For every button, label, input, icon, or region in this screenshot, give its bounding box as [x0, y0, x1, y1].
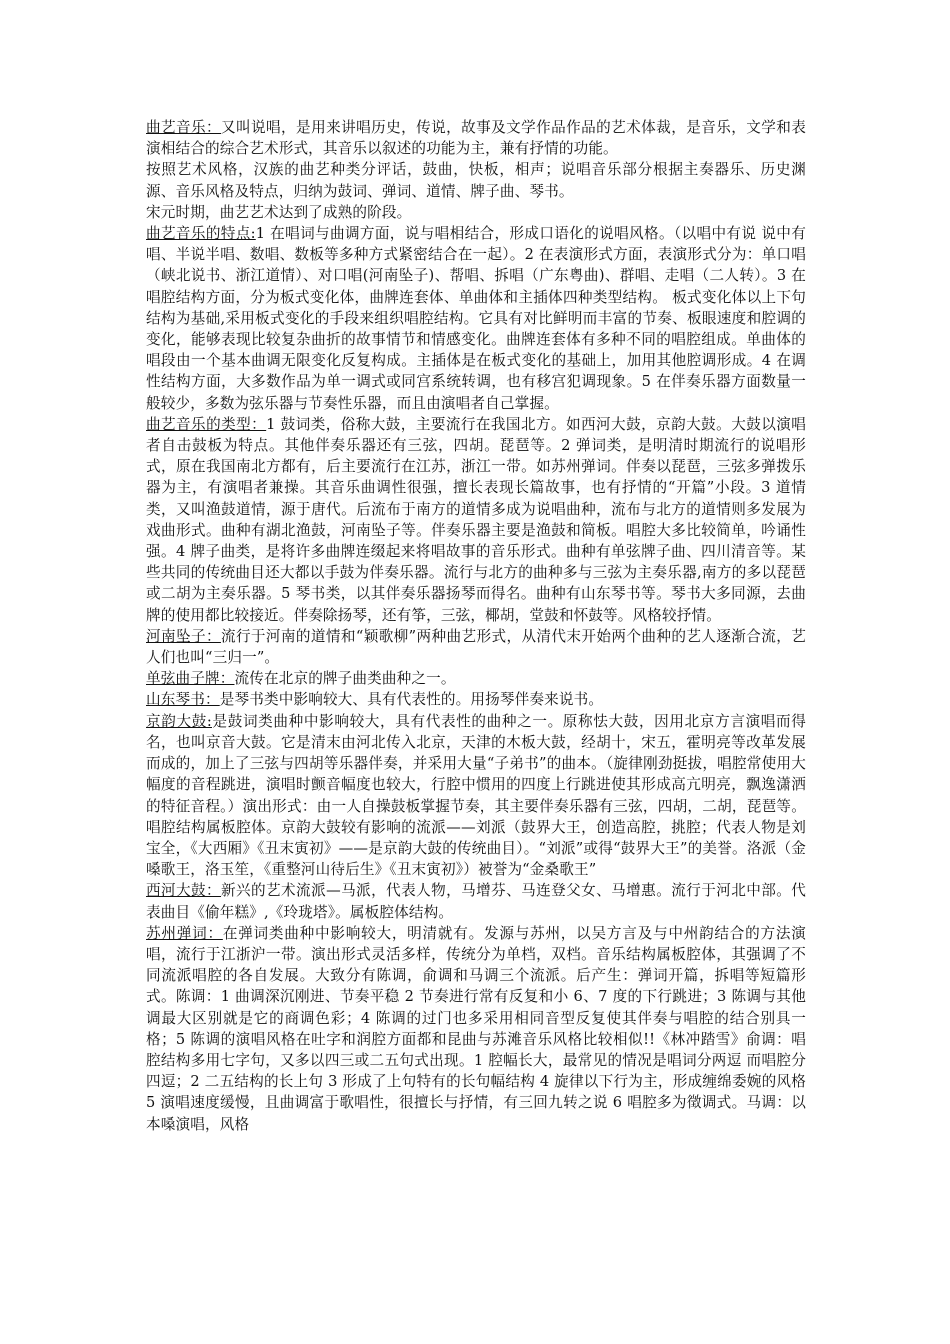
- paragraph-characteristics: [146, 223, 806, 414]
- term-heading: 京韵大鼓:: [146, 712, 212, 730]
- paragraph-song-yuan: [146, 202, 806, 223]
- paragraph-text: 新兴的艺术流派—马派，代表人物，马增芬、马连登父女、马增惠。流行于河北中部。代表曲目《偷年糕》,《玲珑塔》。属板腔体结构。: [146, 882, 806, 921]
- paragraph-text: 宋元时期，曲艺艺术达到了成熟的阶段。: [146, 203, 412, 221]
- term-heading: 曲艺音乐的类型：: [146, 415, 267, 433]
- paragraph-text: 又叫说唱，是用来讲唱历史，传说，故事及文学作品作品的艺术体裁，是音乐，文学和表演相结合的综合艺术形式，其音乐以叙述的功能为主，兼有抒情的功能。: [146, 119, 806, 158]
- paragraph-text: 是鼓词类曲种中影响较大，具有代表性的曲种之一。原称怯大鼓，因用北京方言演唱而得名，也叫京音大鼓。它是清末由河北传入北京，天津的木板大鼓，经胡十，宋五，霍明亮等改革发展而成的，加上了三弦与四胡等乐器伴奏，并采用大量“子弟书”的曲本。（旋律刚劲挺拔，唱腔常使用大幅度的音程跳进，演唱时颤音幅度也较大，行腔中惯用的四度上行跳进使其形成高亢明亮，飘逸潇洒的特征音程。）演出形式：由一人自操鼓板掌握节奏，其主要伴奏乐器有三弦，四胡，二胡，琵琶等。唱腔结构属板腔体。京韵大鼓较有影响的流派——刘派（鼓界大王，创造高腔，挑腔；代表人物是刘宝全，《大西厢》《丑末寅初》——是京韵大鼓的传统曲目）。“刘派”或得“鼓界大王”的美誉。洛派（金嗓歌王，洛玉笙，《重整河山待后生》《丑末寅初》）被誉为“金桑歌王”: [146, 712, 806, 879]
- paragraph-xihe-dagu: [146, 880, 806, 922]
- paragraph-shandong-qinshu: [146, 689, 806, 710]
- paragraph-classification: [146, 159, 806, 201]
- term-heading: 河南坠子：: [146, 627, 221, 645]
- term-heading: 曲艺音乐：: [146, 119, 222, 136]
- paragraph-henan-zhuizi: [146, 626, 806, 668]
- term-heading: 单弦曲子牌：: [146, 670, 235, 688]
- paragraph-jingyun-dagu: [146, 711, 806, 881]
- paragraph-quyi-music: [146, 117, 806, 159]
- paragraph-text: 流行于河南的道情和“颖歌柳”两种曲艺形式，从清代末开始两个曲种的艺人逐渐合流，艺人们也叫“三归一”。: [146, 627, 806, 667]
- paragraph-text: 是琴书类中影响较大、具有代表性的。用扬琴伴奏来说书。: [219, 691, 604, 709]
- paragraph-danxian: [146, 668, 806, 689]
- term-heading: 曲艺音乐的特点:: [146, 225, 256, 243]
- term-heading: 苏州弹词：: [146, 924, 223, 942]
- paragraph-suzhou-tanci: [146, 923, 806, 1135]
- term-heading: 山东琴书：: [146, 691, 220, 709]
- paragraph-text: 在弹词类曲种中影响较大，明清就有。发源与苏州，以吴方言及与中州韵结合的方法演唱，流行于江浙沪一带。演出形式灵活多样，传统分为单档，双档。音乐结构属板腔体，其强调了不同流派唱腔的各自发展。大致分有陈调，俞调和马调三个流派。后产生：弹词开篇，拆唱等短篇形式。陈调：1 曲调深沉刚进、节奏平稳 2 节奏进行常有反复和小 6、7 度的下行跳进；3 陈调与其他调最大区别就是它的商调色彩；4 陈调的过门也多采用相同音型反复使其伴奏与唱腔的结合别具一格；5 陈调的演唱风格在吐字和润腔方面都和昆曲与苏滩音乐风格比较相似!!《林冲踏雪》俞调：唱腔结构多用七字句，又多以四三或二五句式出现。1 腔幅长大，最常见的情况是唱词分两逗 而唱腔分四逗；2 二五结构的长上句 3 形成了上句特有的长句幅结构 4 旋律以下行为主，形成缠绵委婉的风格 5 演唱速度缓慢，且曲调富于歌唱性，很擅长与抒情，有三回九转之说 6 唱腔多为徵调式。马调：以本嗓演唱，风格: [146, 924, 806, 1133]
- paragraph-types: [146, 414, 806, 626]
- paragraph-text: 1 在唱词与曲调方面，说与唱相结合，形成口语化的说唱风格。（以唱中有说 说中有唱、半说半唱、数唱、数板等多种方式紧密结合在一起）。2 在表演形式方面，表演形式分为：单口唱（峡北说书、浙江道情）、对口唱(河南坠子)、帮唱、拆唱（广东粤曲)、群唱、走唱（二人转）。3 在唱腔结构方面，分为板式变化体，曲牌连套体、单曲体和主插体四种类型结构。 板式变化体以上下句结构为基础,采用板式变化的手段来组织唱腔结构。它具有对比鲜明而丰富的节奏、板眼速度和腔调的变化，能够表现比较复杂曲折的故事情节和情感变化。曲牌连套体有多种不同的唱腔组成。单曲体的唱段由一个基本曲调无限变化反复构成。主插体是在板式变化的基础上，加用其他腔调形成。4 在调性结构方面，大多数作品为单一调式或同宫系统转调，也有移宫犯调现象。5 在伴奏乐器方面数量一般较少，多数为弦乐器与节奏性乐器，而且由演唱者自己掌握。: [146, 225, 806, 412]
- paragraph-text: 流传在北京的牌子曲类曲种之一。: [234, 670, 456, 688]
- paragraph-text: 1 鼓词类，俗称大鼓，主要流行在我国北方。如西河大鼓，京韵大鼓。大鼓以演唱者自击鼓板为特点。其他伴奏乐器还有三弦，四胡。琵琶等。2 弹词类，是明清时期流行的说唱形式，原在我国南北方都有，后主要流行在江苏，浙江一带。如苏州弹词。伴奏以琵琶，三弦多弹拨乐器为主，有演唱者兼操。其音乐曲调性很强，擅长表现长篇故事，也有抒情的“开篇”小段。3 道情类，又叫渔鼓道情，源于唐代。后流布于南方的道情多成为说唱曲种，流布与北方的道情则多发展为戏曲形式。曲种有湖北渔鼓，河南坠子等。伴奏乐器主要是渔鼓和简板。唱腔大多比较简单，吟诵性强。4 牌子曲类，是将许多曲牌连缀起来将唱故事的音乐形式。曲种有单弦牌子曲、四川清音等。某些共同的传统曲目还大都以手鼓为伴奏乐器。流行与北方的曲种多与三弦为主奏乐器,南方的多以琵琶或二胡为主奏乐器。5 琴书类，以其伴奏乐器扬琴而得名。曲种有山东琴书等。琴书大多同源，去曲牌的使用都比较接近。伴奏除扬琴，还有筝，三弦，椰胡，堂鼓和怀鼓等。风格较抒情。: [146, 415, 807, 624]
- paragraph-text: 按照艺术风格，汉族的曲艺种类分评话，鼓曲，快板，相声；说唱音乐部分根据主奏器乐、历史渊源、音乐风格及特点，归纳为鼓词、弹词、道情、牌子曲、琴书。: [146, 161, 806, 200]
- document-page: [146, 117, 806, 1135]
- term-heading: 西河大鼓：: [146, 882, 222, 900]
